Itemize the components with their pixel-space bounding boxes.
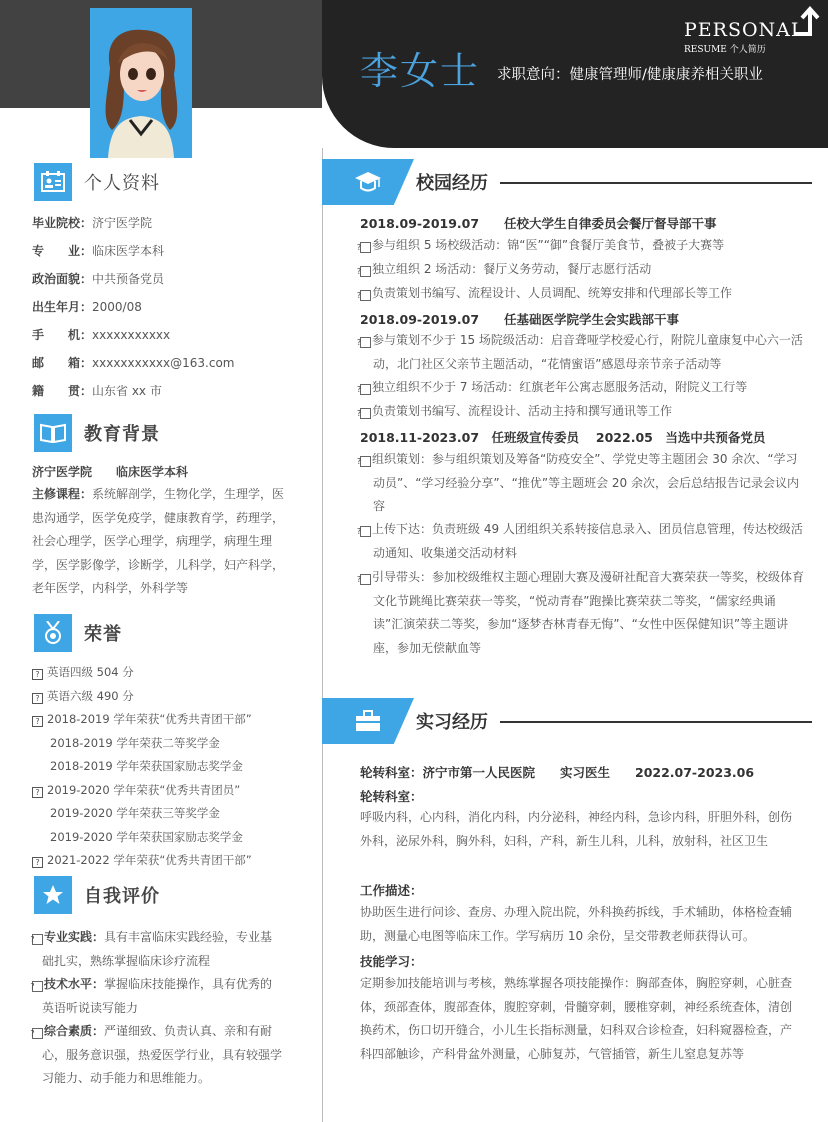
honor-item: 2019-2020 学年荣获三等奖学金 — [50, 806, 220, 820]
rotation-text: 呼吸内科，心内科，消化内科，内分泌科，神经内科，急诊内科，肝胆外科，创伤外科，泌尿外科，胸外科，妇科，产科，新生儿科，儿科，放射科，社区卫生 — [360, 810, 793, 848]
candidate-name: 李女士 — [360, 49, 481, 93]
honor-item: ? 2019-2020 学年荣获“优秀共青团员” — [32, 782, 240, 798]
bullet-box-icon: ? — [32, 981, 43, 992]
profile-label: 籍 贯： — [32, 384, 93, 398]
profile-value: xxxxxxxxxxx — [92, 328, 171, 342]
graduation-cap-icon — [354, 169, 382, 195]
bullet-box-icon: ? — [360, 290, 371, 301]
bullet-box-icon: ? — [360, 337, 371, 348]
personal-title: PERSONAL — [684, 19, 805, 41]
section-title-internship: 实习经历 — [416, 712, 488, 733]
work-label: 工作描述： — [360, 883, 423, 898]
honor-item: 2018-2019 学年荣获国家励志奖学金 — [50, 759, 243, 773]
campus-item: ? 组织策划：参与组织策划及筹备“防疫安全”、学党史等主题团会 30 余次、“学习动员”、“学习经验分享”、“推优”等主题班会 20 余次，会后总结报告记录会议内容 — [356, 452, 799, 513]
rotation-label: 轮转科室： — [360, 789, 423, 804]
profile-value: 济宁医学院 — [92, 216, 153, 230]
bullet-box-icon: ? — [32, 934, 43, 945]
profile-row — [32, 271, 164, 287]
skill-text: 定期参加技能培训与考核，熟练掌握各项技能操作：胸部查体，胸腔穿刺，心脏查体，颈部查体，腹部查体，腹腔穿刺，骨髓穿刺，腰椎穿刺，神经系统查体，清创换药术，伤口切开缝合，小儿生长指标测量，妇科双合诊检查，妇科窥器检查，产科四部触诊，产科骨盆外测量，心肺复苏，气管插管，新生儿窒息复苏等 — [360, 976, 793, 1061]
campus-item: ? 引导带头：参加校级维权主题心理剧大赛及漫研社配音大赛荣获一等奖，校级体育文化节跳绳比赛荣获一等奖，“悦动青春”跑操比赛荣获二等奖，“儒家经典诵读”汇演荣获二等奖，参加“逐梦杏林青春无悔”、“女性中医保健知识”等主题讲座，参加无偿献血等 — [356, 570, 805, 655]
bullet-box-icon: ? — [32, 1028, 43, 1039]
bullet-box-icon: ? — [32, 787, 43, 798]
section-header-education — [34, 414, 160, 452]
bullet-box-icon: ? — [360, 266, 371, 277]
profile-row — [32, 243, 164, 259]
education-courses: 主修课程：系统解剖学，生物化学，生理学，医患沟通学，医学免疫学，健康教育学，药理学，社会心理学，医学心理学，病理学，病理生理学，医学影像学，诊断学，儿科学，妇产科学，老年医学，内科学，外科学等 — [32, 487, 285, 595]
id-card-icon — [34, 163, 72, 201]
campus-item: ? 参与策划不少于 15 场院级活动：启音聋哑学校爱心行，附院儿童康复中心六一活动，北门社区父亲节主题活动，“花情蜜语”感恩母亲节亲子活动等 — [356, 333, 803, 371]
profile-label: 邮 箱： — [32, 356, 93, 370]
profile-value: xxxxxxxxxxx@163.com — [92, 356, 235, 370]
bullet-box-icon: ? — [360, 408, 371, 419]
star-icon — [34, 876, 72, 914]
campus-item: ? 上传下达：负责班级 49 人团组织关系转接信息录入、团员信息管理，传达校级活动通知、收集递交活动材料 — [356, 522, 803, 560]
honor-item: 2019-2020 学年荣获国家励志奖学金 — [50, 829, 243, 844]
section-title-honors: 荣誉 — [84, 624, 122, 645]
section-header-honors — [34, 614, 122, 652]
bullet-box-icon: ? — [32, 669, 43, 680]
book-icon — [34, 414, 72, 452]
honor-item: ? 英语四级 504 分 — [32, 664, 134, 680]
bullet-box-icon: ? — [360, 242, 371, 253]
honor-item: ? 2021-2022 学年荣获“优秀共青团干部” — [32, 852, 252, 868]
profile-row — [32, 299, 142, 315]
profile-photo — [90, 8, 192, 158]
campus-role-head: 2018.09-2019.07 任校大学生自律委员会餐厅督导部干事 — [360, 216, 717, 231]
profile-label: 出生年月： — [32, 300, 93, 314]
honor-item: ? 2018-2019 学年荣获“优秀共青团干部” — [32, 711, 252, 727]
section-title-campus: 校园经历 — [416, 173, 488, 194]
job-intent: 求职意向：健康管理师/健康康养相关职业 — [497, 67, 763, 83]
section-header-profile — [34, 163, 160, 201]
medal-icon — [34, 614, 72, 652]
internship-head: 轮转科室：济宁市第一人民医院 实习医生 2022.07-2023.06 — [360, 765, 755, 780]
section-rule — [500, 182, 812, 184]
section-title-profile: 个人资料 — [84, 173, 160, 194]
profile-value: 山东省 xx 市 — [92, 384, 162, 398]
profile-label: 政治面貌： — [32, 272, 93, 286]
profile-value: 中共预备党员 — [92, 272, 165, 286]
section-title-education: 教育背景 — [84, 424, 160, 445]
section-header-self-eval — [34, 876, 160, 914]
campus-role-head: 2018.09-2019.07 任基础医学院学生会实践部干事 — [360, 312, 680, 327]
profile-label: 手 机： — [32, 328, 93, 342]
honor-item: 2018-2019 学年荣获二等奖学金 — [50, 735, 220, 750]
bullet-box-icon: ? — [32, 693, 43, 704]
column-divider — [322, 148, 323, 1122]
profile-row — [32, 355, 234, 371]
profile-row — [32, 327, 170, 343]
bullet-box-icon: ? — [32, 857, 43, 868]
bullet-box-icon: ? — [360, 456, 371, 467]
briefcase-icon — [354, 708, 382, 734]
resume-subtitle: RESUME 个人简历 — [684, 45, 766, 55]
campus-item: ? 参与组织 5 场校级活动：锦“医”“御”食餐厅美食节，叠被子大赛等 — [356, 238, 725, 252]
profile-value: 临床医学本科 — [92, 244, 165, 258]
section-rule — [500, 721, 812, 723]
campus-role-head: 2018.11-2023.07 任班级宣传委员 2022.05 当选中共预备党员 — [360, 430, 766, 445]
profile-label: 毕业院校： — [32, 216, 93, 230]
education-school: 济宁医学院 临床医学本科 — [32, 465, 189, 479]
campus-item: ? 负责策划书编写、流程设计、人员调配、统筹安排和代理部长等工作 — [356, 286, 733, 300]
self-eval-item: ? 专业实践：具有丰富临床实践经验，专业基础扎实，熟练掌握临床诊疗流程 — [30, 930, 273, 968]
bullet-box-icon: ? — [32, 716, 43, 727]
profile-row — [32, 383, 162, 399]
profile-value: 2000/08 — [92, 300, 142, 314]
work-text: 协助医生进行问诊、查房、办理入院出院，外科换药拆线，手术辅助，体格检查辅助，测量心电图等临床工作。学写病历 10 余份，呈交带教老师获得认可。 — [360, 905, 793, 943]
section-title-self-eval: 自我评价 — [84, 886, 160, 907]
skill-label: 技能学习： — [360, 954, 423, 969]
profile-label: 专 业： — [32, 244, 93, 258]
campus-item: ? 独立组织不少于 7 场活动：红旗老年公寓志愿服务活动，附院义工行等 — [356, 380, 748, 394]
honor-item: ? 英语六级 490 分 — [32, 688, 134, 704]
self-eval-item: ? 技术水平：掌握临床技能操作，具有优秀的英语听说读写能力 — [30, 977, 273, 1015]
bullet-box-icon: ? — [360, 384, 371, 395]
campus-item: ? 独立组织 2 场活动：餐厅义务劳动，餐厅志愿行活动 — [356, 262, 652, 276]
corner-arrow-icon — [790, 6, 822, 40]
bullet-box-icon: ? — [360, 526, 371, 537]
profile-row — [32, 215, 152, 231]
bullet-box-icon: ? — [360, 574, 371, 585]
campus-item: ? 负责策划书编写、流程设计、活动主持和撰写通讯等工作 — [356, 404, 673, 418]
self-eval-item: ? 综合素质：严谨细致、负责认真、亲和有耐心，服务意识强，热爱医学行业，具有较强学习能力、动手能力和思维能力。 — [30, 1024, 283, 1085]
